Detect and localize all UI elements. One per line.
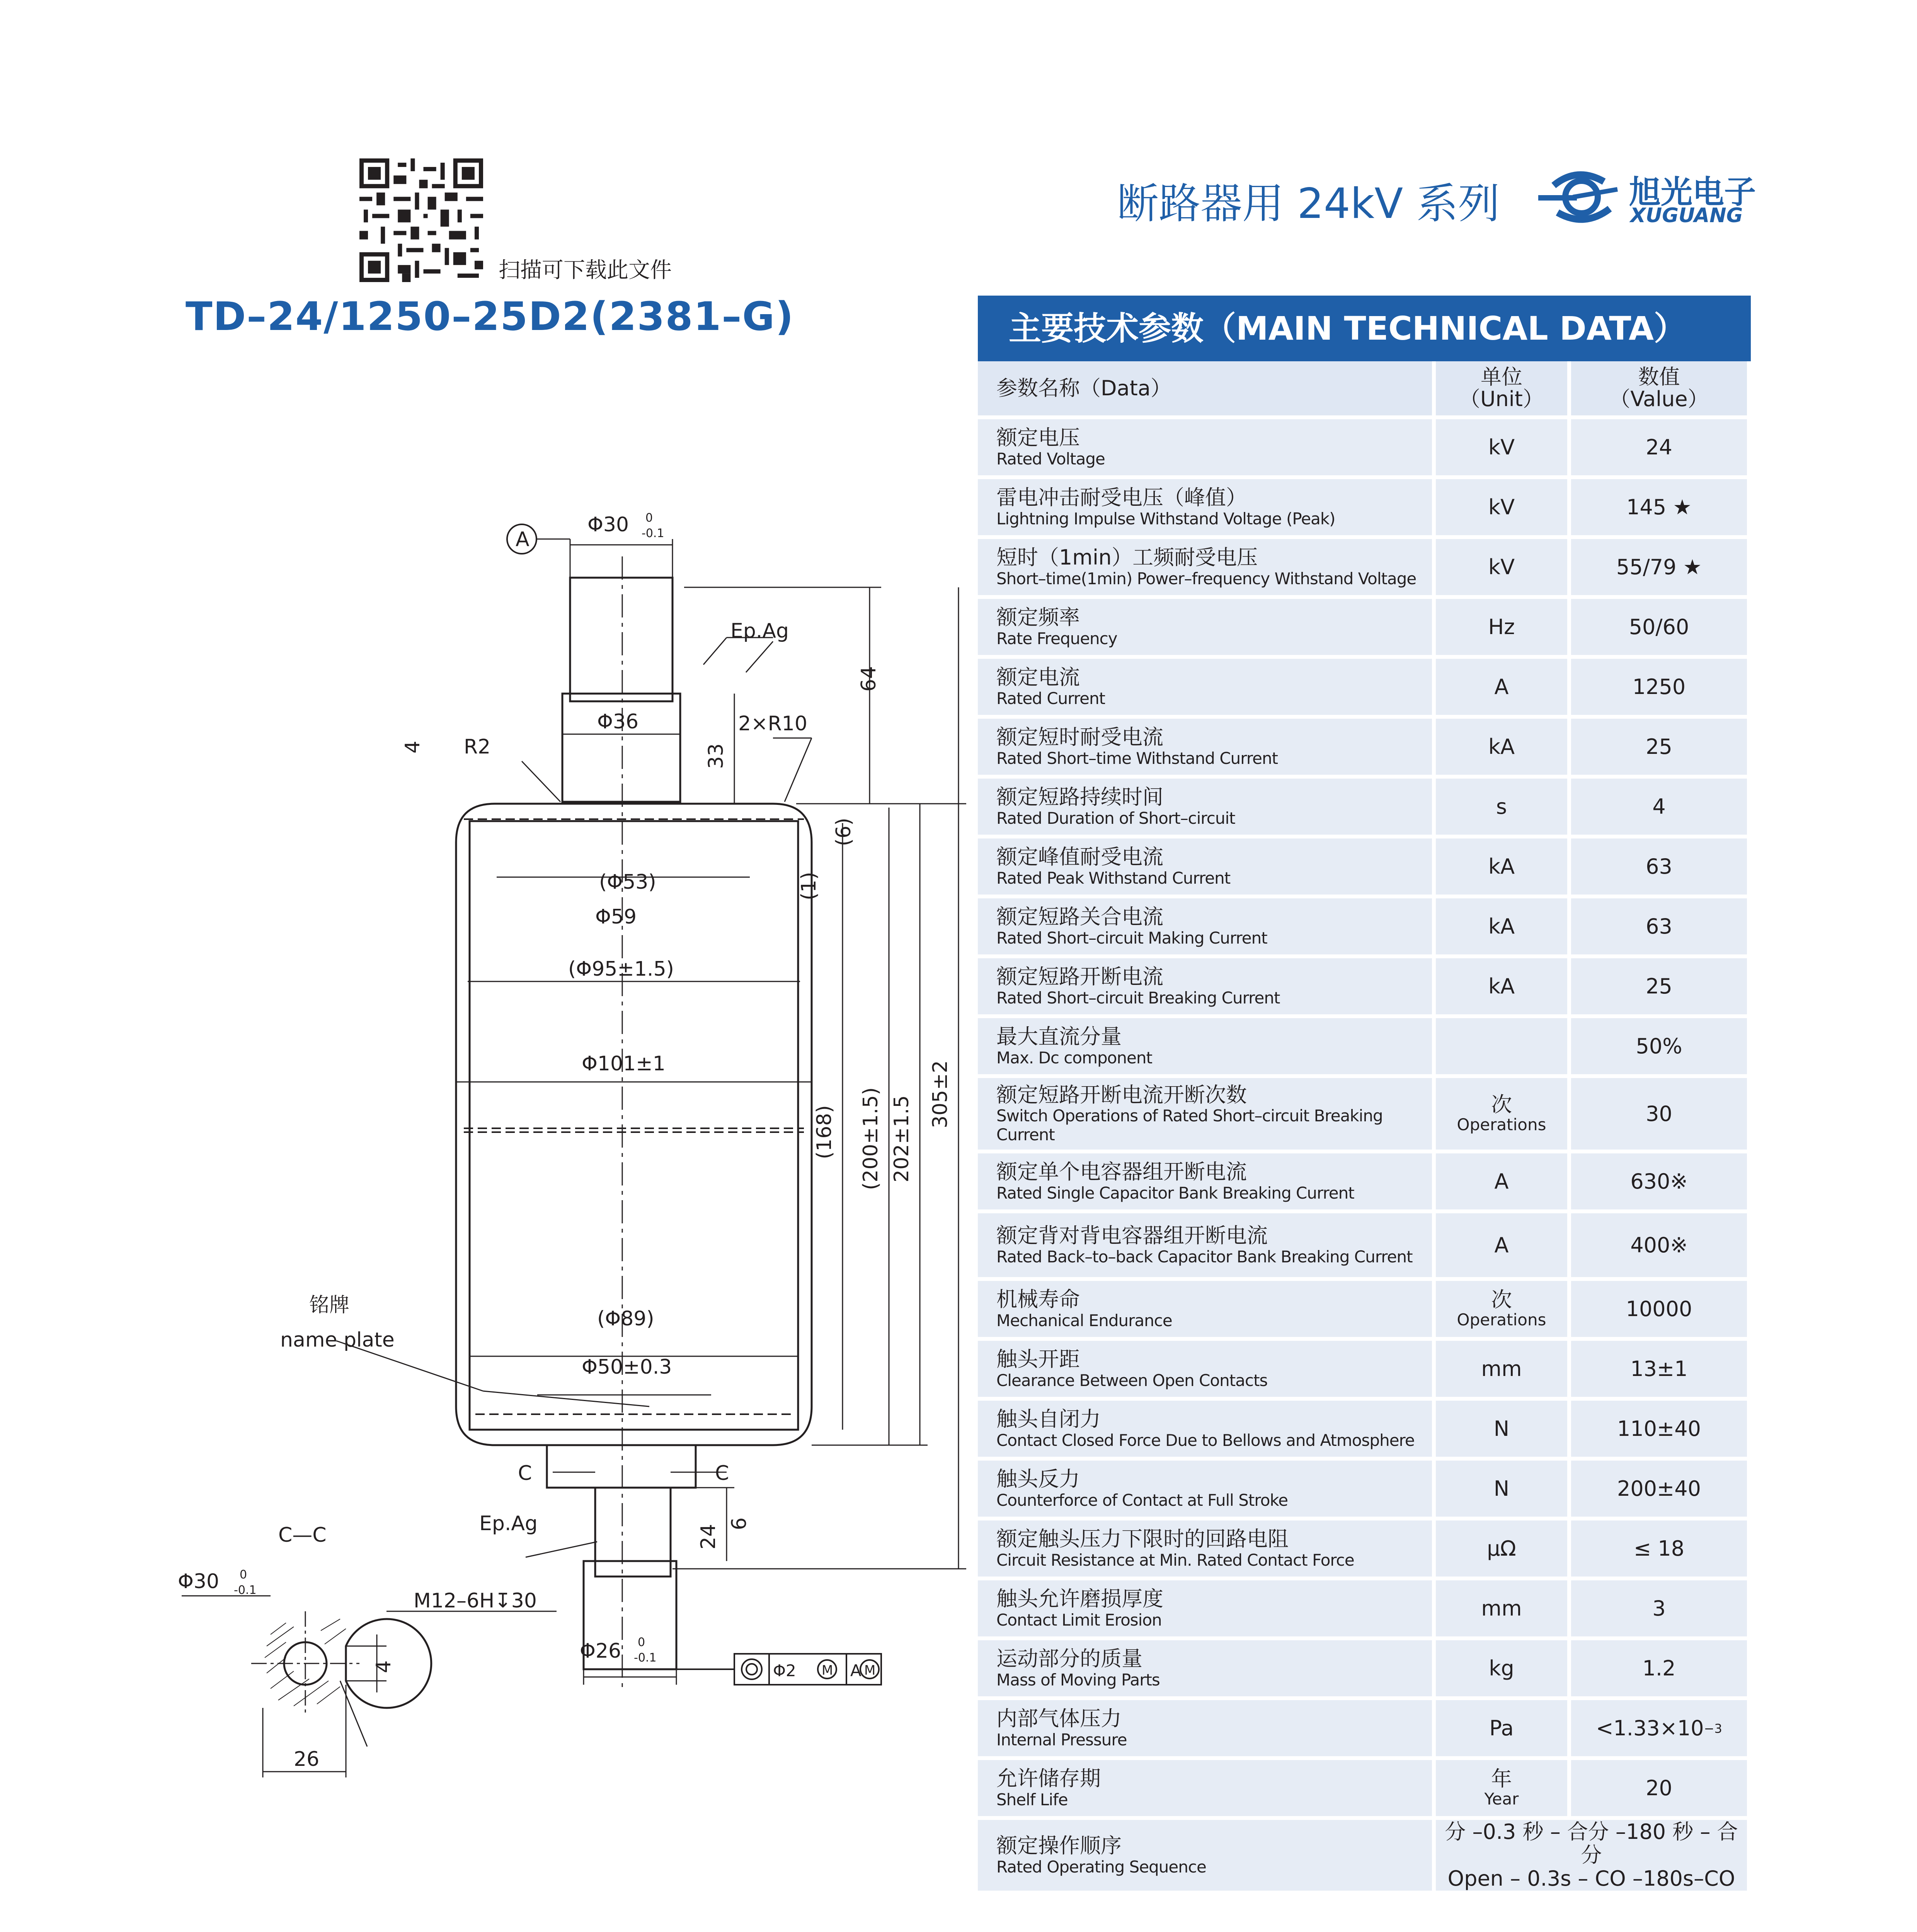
value-cell	[1571, 1640, 1751, 1700]
param-cell	[978, 1640, 1436, 1700]
dim-phi101: Φ101±1	[582, 1052, 666, 1075]
param-name-en: Lightning Impulse Withstand Voltage (Peak)	[996, 509, 1335, 528]
unit-cell	[1436, 1153, 1571, 1213]
value-text: 50%	[1636, 1034, 1682, 1058]
unit-text: N	[1493, 1476, 1510, 1501]
param-name-cn: 触头反力	[996, 1467, 1080, 1492]
dim-6-top: (6)	[832, 818, 855, 846]
table-row	[978, 1760, 1751, 1820]
unit-text: kV	[1488, 495, 1515, 519]
param-name-cn: 允许储存期	[996, 1766, 1101, 1791]
param-name-cn: 触头自闭力	[996, 1407, 1101, 1432]
param-cell	[978, 898, 1436, 958]
param-cell	[978, 1018, 1436, 1078]
param-name-cn: 额定短路开断电流开断次数	[996, 1082, 1247, 1107]
dim-phi53: (Φ53)	[599, 871, 656, 894]
dim-phi36: Φ36	[597, 710, 639, 733]
unit-cell	[1436, 1078, 1571, 1153]
unit-cell	[1436, 1401, 1571, 1461]
param-name-cn: 机械寿命	[996, 1287, 1080, 1312]
param-name-en: Rated Peak Withstand Current	[996, 868, 1231, 888]
unit-text: Pa	[1489, 1716, 1514, 1740]
param-name-en: Rated Short–circuit Breaking Current	[996, 988, 1280, 1007]
dim-phi95: (Φ95±1.5)	[568, 957, 674, 981]
param-name-en: Rated Short–time Withstand Current	[996, 748, 1278, 768]
param-name-cn: 触头允许磨损厚度	[996, 1587, 1163, 1611]
param-cell	[978, 599, 1436, 659]
value-text: 63	[1646, 914, 1672, 939]
value-cell	[1571, 1760, 1751, 1820]
section-diameter-label: Φ30	[178, 1570, 220, 1593]
param-cell	[978, 1341, 1436, 1401]
param-name-cn: 内部气体压力	[996, 1706, 1122, 1731]
brand-name-cn: 旭光电子	[1629, 174, 1756, 211]
param-cell	[978, 1520, 1436, 1580]
unit-cell	[1436, 419, 1571, 479]
unit-text: kA	[1488, 735, 1515, 759]
param-cell	[978, 539, 1436, 599]
param-name-cn: 额定短路开断电流	[996, 964, 1163, 989]
value-cell	[1571, 719, 1751, 779]
dim-168: (168)	[813, 1105, 836, 1159]
value-cell	[1571, 1580, 1751, 1640]
param-name-en: Mechanical Endurance	[996, 1311, 1172, 1330]
param-name-cn: 运动部分的质量	[996, 1646, 1142, 1671]
table-row	[978, 1580, 1751, 1640]
param-cell	[978, 1213, 1436, 1281]
value-text: 30	[1646, 1102, 1672, 1126]
param-name-cn: 雷电冲击耐受电压（峰值）	[996, 485, 1247, 510]
unit-text: kV	[1488, 435, 1515, 459]
unit-text: kV	[1488, 555, 1515, 579]
thread-label: M12–6H↧30	[414, 1589, 537, 1612]
value-cell	[1571, 1341, 1751, 1401]
param-name-cn: 额定短时耐受电流	[996, 725, 1163, 750]
param-name-cn: 额定短路持续时间	[996, 785, 1163, 810]
unit-text-en: Operations	[1457, 1115, 1546, 1134]
value-text: 3	[1652, 1596, 1666, 1621]
table-row	[978, 1520, 1751, 1580]
tolerance-modifier-2: M	[864, 1663, 876, 1678]
dim-305: 305±2	[929, 1060, 952, 1128]
unit-cell	[1436, 838, 1571, 898]
top-diameter-label: Φ30	[587, 513, 629, 536]
dim-r2: R2	[464, 735, 491, 759]
tolerance-modifier-1: M	[822, 1663, 833, 1678]
value-cell	[1571, 1018, 1751, 1078]
table-row	[978, 1213, 1751, 1281]
unit-text: Hz	[1488, 615, 1515, 639]
unit-text-en: Operations	[1457, 1310, 1546, 1329]
section-dim-26: 26	[294, 1748, 320, 1771]
unit-cell	[1436, 1520, 1571, 1580]
dim-4: 4	[401, 740, 424, 753]
dim-2r10: 2×R10	[738, 712, 807, 735]
param-name-en: Contact Closed Force Due to Bellows and Atmosphere	[996, 1430, 1415, 1450]
param-name-en: Rated Current	[996, 689, 1105, 708]
param-name-en: Circuit Resistance at Min. Rated Contact Force	[996, 1550, 1354, 1570]
table-row	[978, 1700, 1751, 1760]
unit-cell	[1436, 1700, 1571, 1760]
unit-text: μΩ	[1487, 1536, 1516, 1561]
table-row	[978, 1341, 1751, 1401]
sequence-value-en: Open – 0.3s – CO –180s–CO	[1447, 1866, 1735, 1891]
table-row	[978, 958, 1751, 1018]
dim-phi59: Φ59	[595, 905, 637, 929]
param-name-en: Contact Limit Erosion	[996, 1610, 1162, 1629]
nameplate-cn-label: 铭牌	[309, 1294, 350, 1317]
unit-text: s	[1496, 794, 1507, 819]
param-cell	[978, 1153, 1436, 1213]
top-dia-tol-lower: -0.1	[642, 527, 664, 540]
table-row	[978, 539, 1751, 599]
unit-cell	[1436, 1018, 1571, 1078]
value-cell	[1571, 958, 1751, 1018]
unit-text: mm	[1481, 1596, 1522, 1621]
param-cell	[978, 1700, 1436, 1760]
table-row	[978, 1153, 1751, 1213]
value-text: 1.2	[1642, 1656, 1676, 1680]
param-name-en: Mass of Moving Parts	[996, 1670, 1160, 1689]
param-name-en: Rated Duration of Short–circuit	[996, 808, 1235, 828]
sequence-row	[978, 1820, 1751, 1895]
value-cell	[1571, 419, 1751, 479]
main-technical-table	[978, 361, 1751, 1895]
param-cell	[978, 1281, 1436, 1341]
table-header-row	[978, 361, 1751, 419]
plating-top-label: Ep.Ag	[730, 619, 789, 643]
value-cell	[1571, 898, 1751, 958]
unit-cell	[1436, 898, 1571, 958]
param-cell	[978, 659, 1436, 719]
dim-202: 202±1.5	[890, 1095, 913, 1182]
value-cell	[1571, 539, 1751, 599]
value-cell	[1571, 1213, 1751, 1281]
qr-code	[359, 158, 483, 282]
unit-text: kA	[1488, 854, 1515, 879]
value-cell	[1571, 1700, 1751, 1760]
table-row	[978, 1640, 1751, 1700]
unit-text: A	[1494, 1233, 1509, 1257]
value-exponent: −3	[1704, 1721, 1722, 1736]
value-text: <1.33×10	[1596, 1716, 1704, 1740]
brand-emblem-icon	[1531, 162, 1623, 232]
param-name-cn: 短时（1min）工频耐受电压	[996, 545, 1258, 570]
dim-33: 33	[705, 743, 728, 769]
unit-text: 次	[1491, 1287, 1512, 1312]
value-text: 13±1	[1630, 1357, 1688, 1381]
unit-cell	[1436, 539, 1571, 599]
param-cell	[978, 719, 1436, 779]
param-cell	[978, 1760, 1436, 1820]
param-name-cn: 额定频率	[996, 605, 1080, 630]
section-dia-tol-lower: -0.1	[234, 1583, 257, 1597]
dim-phi89: (Φ89)	[597, 1307, 654, 1330]
value-cell	[1571, 1281, 1751, 1341]
unit-cell	[1436, 1640, 1571, 1700]
table-row	[978, 479, 1751, 539]
plating-bottom-label: Ep.Ag	[479, 1512, 538, 1535]
value-cell	[1571, 1401, 1751, 1461]
value-text: 55/79 ★	[1616, 555, 1702, 579]
param-cell	[978, 1461, 1436, 1520]
unit-cell	[1436, 1760, 1571, 1820]
value-text: 400※	[1630, 1233, 1688, 1257]
table-row	[978, 719, 1751, 779]
table-row	[978, 599, 1751, 659]
unit-cell	[1436, 659, 1571, 719]
value-text: 20	[1646, 1776, 1672, 1800]
param-name-en: Rated Voltage	[996, 449, 1105, 468]
value-text: 24	[1646, 435, 1672, 459]
unit-text-en: Year	[1484, 1789, 1519, 1808]
value-text: 4	[1652, 794, 1666, 819]
brand-name-en: XUGUANG	[1630, 204, 1743, 227]
value-text: 25	[1646, 974, 1672, 998]
param-name-cn: 额定背对背电容器组开断电流	[996, 1223, 1268, 1248]
param-name-en: Shelf Life	[996, 1790, 1068, 1809]
dim-24: 24	[697, 1524, 720, 1549]
param-name-en: Rated Back–to–back Capacitor Bank Breaking Current	[996, 1247, 1413, 1266]
section-c-left: C	[518, 1462, 532, 1485]
param-column-header: 参数名称（Data）	[978, 361, 1436, 419]
top-dia-tol-upper: 0	[645, 511, 653, 525]
param-name-en: Clearance Between Open Contacts	[996, 1371, 1268, 1390]
param-name-en: Switch Operations of Rated Short–circuit Breaking Current	[996, 1106, 1383, 1144]
param-name-cn: 额定触头压力下限时的回路电阻	[996, 1527, 1289, 1551]
dim-1: (1)	[797, 872, 821, 900]
table-row	[978, 898, 1751, 958]
bottom-diameter-label: Φ26	[580, 1639, 621, 1663]
table-row	[978, 1281, 1751, 1341]
table-row	[978, 1461, 1751, 1520]
param-cell	[978, 1820, 1436, 1895]
qr-caption: 扫描可下载此文件	[499, 258, 672, 283]
param-name-en: Internal Pressure	[996, 1730, 1127, 1749]
value-cell	[1571, 1520, 1751, 1580]
unit-cell	[1436, 1461, 1571, 1520]
param-cell	[978, 779, 1436, 838]
param-cell	[978, 1580, 1436, 1640]
value-column-header: 数值 （Value）	[1571, 361, 1751, 419]
section-dia-tol-upper: 0	[240, 1568, 247, 1582]
unit-text: kA	[1488, 974, 1515, 998]
param-cell	[978, 1078, 1436, 1153]
param-cell	[978, 419, 1436, 479]
brand-logo	[1531, 162, 1755, 232]
unit-cell	[1436, 1580, 1571, 1640]
section-title: C—C	[278, 1524, 327, 1547]
unit-cell	[1436, 779, 1571, 838]
value-cell	[1571, 1153, 1751, 1213]
table-row	[978, 419, 1751, 479]
datum-a-label: A	[516, 528, 529, 551]
param-name-cn: 额定电压	[996, 425, 1080, 450]
unit-cell	[1436, 1341, 1571, 1401]
tolerance-datum: A	[850, 1661, 861, 1680]
value-cell	[1571, 1461, 1751, 1520]
dim-200: (200±1.5)	[859, 1087, 882, 1190]
value-cell	[1571, 779, 1751, 838]
nameplate-en-label: name plate	[280, 1328, 395, 1352]
unit-cell	[1436, 958, 1571, 1018]
param-name-en: Counterforce of Contact at Full Stroke	[996, 1490, 1288, 1510]
param-cell	[978, 479, 1436, 539]
param-cell	[978, 958, 1436, 1018]
dim-6-bottom: 6	[728, 1517, 751, 1530]
param-name-en: Rate Frequency	[996, 629, 1117, 648]
dim-phi50: Φ50±0.3	[582, 1355, 672, 1379]
param-name-cn: 最大直流分量	[996, 1024, 1122, 1049]
value-text: 110±40	[1617, 1417, 1701, 1441]
section-dim-4: 4	[372, 1660, 395, 1673]
param-name-en: Rated Short–circuit Making Current	[996, 928, 1267, 947]
unit-text: 次	[1491, 1092, 1512, 1117]
param-name-cn: 触头开距	[996, 1347, 1080, 1372]
unit-cell	[1436, 479, 1571, 539]
param-cell	[978, 1401, 1436, 1461]
main-table-title: 主要技术参数（MAIN TECHNICAL DATA）	[978, 296, 1751, 361]
param-cell	[978, 838, 1436, 898]
param-name-en: Short–time(1min) Power–frequency Withstand Voltage	[996, 569, 1416, 588]
unit-cell	[1436, 1281, 1571, 1341]
param-name-cn: 额定短路关合电流	[996, 905, 1163, 929]
param-name-en: Max. Dc component	[996, 1048, 1152, 1067]
sequence-value-cell	[1436, 1820, 1751, 1895]
value-text: 10000	[1626, 1297, 1692, 1321]
unit-text: A	[1494, 1169, 1509, 1194]
param-name-cn: 额定电流	[996, 665, 1080, 690]
sequence-value-cn: 分 –0.3 秒 – 合分 –180 秒 – 合分	[1445, 1820, 1738, 1867]
value-text: 63	[1646, 854, 1672, 879]
table-row	[978, 1078, 1751, 1153]
value-cell	[1571, 838, 1751, 898]
unit-text: kg	[1489, 1656, 1514, 1680]
unit-text: A	[1494, 675, 1509, 699]
param-name-cn: 额定操作顺序	[996, 1833, 1122, 1858]
bottom-dia-tol-lower: -0.1	[634, 1651, 657, 1665]
param-name-en: Rated Operating Sequence	[996, 1857, 1206, 1876]
value-text: 1250	[1632, 675, 1686, 699]
value-text: 50/60	[1629, 615, 1689, 639]
unit-text: 年	[1491, 1767, 1512, 1791]
value-cell	[1571, 479, 1751, 539]
series-title: 断路器用 24kV 系列	[1117, 180, 1500, 228]
value-text: 25	[1646, 735, 1672, 759]
value-cell	[1571, 659, 1751, 719]
table-row	[978, 779, 1751, 838]
table-row	[978, 838, 1751, 898]
unit-column-header: 单位 （Unit）	[1436, 361, 1571, 419]
value-text: 200±40	[1617, 1476, 1701, 1501]
param-name-en: Rated Single Capacitor Bank Breaking Current	[996, 1183, 1354, 1202]
value-cell	[1571, 599, 1751, 659]
param-name-cn: 额定峰值耐受电流	[996, 845, 1163, 869]
value-text: 145 ★	[1626, 495, 1692, 519]
dimension-drawing	[166, 491, 989, 1797]
tolerance-value: Φ2	[773, 1661, 796, 1680]
value-text: 630※	[1630, 1169, 1688, 1194]
table-row	[978, 1401, 1751, 1461]
model-number: TD–24/1250–25D2(2381–G)	[186, 294, 794, 340]
bottom-dia-tol-upper: 0	[638, 1636, 645, 1649]
unit-cell	[1436, 1213, 1571, 1281]
value-text: ≤ 18	[1633, 1536, 1685, 1561]
param-name-cn: 额定单个电容器组开断电流	[996, 1160, 1247, 1184]
unit-text: kA	[1488, 914, 1515, 939]
table-row	[978, 659, 1751, 719]
unit-cell	[1436, 719, 1571, 779]
table-row	[978, 1018, 1751, 1078]
unit-text: mm	[1481, 1357, 1522, 1381]
value-cell	[1571, 1078, 1751, 1153]
section-c-right: C	[715, 1462, 729, 1485]
dim-64: 64	[857, 666, 880, 692]
unit-cell	[1436, 599, 1571, 659]
unit-text: N	[1493, 1417, 1510, 1441]
